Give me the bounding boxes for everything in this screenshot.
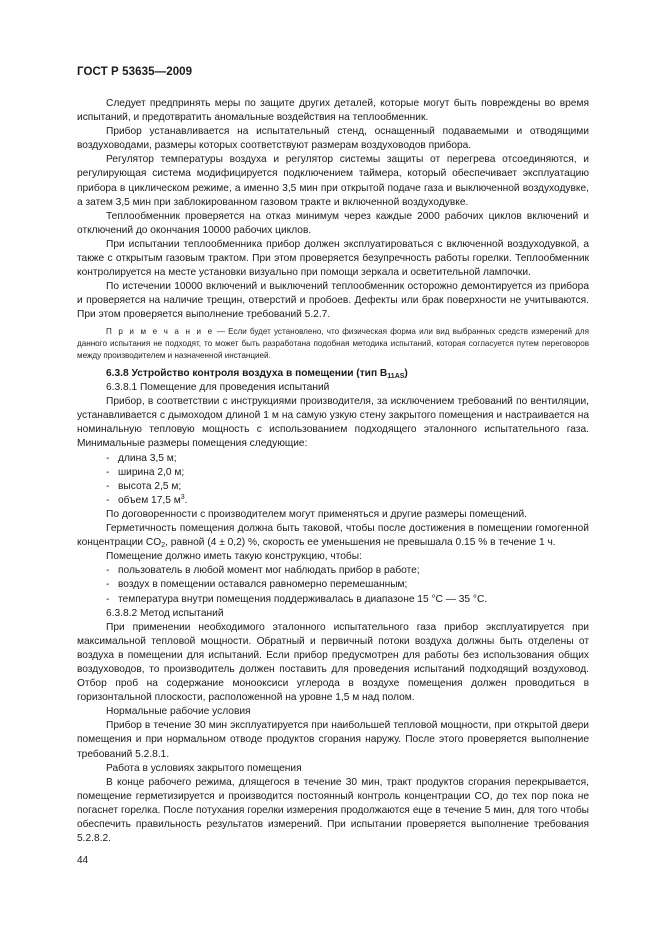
dash-marker: - [106, 466, 110, 478]
section-title: Устройство контроля воздуха в помещении (тип B [128, 368, 388, 380]
paragraph: Регулятор температуры воздуха и регулятор системы защиты от перегрева отсоединяются, и регулирующая система модифицируется подключением таймера, который обеспечивает эксплуатацию прибора в циклическом режиме, а именно 3,5 мин при открытой подаче газа и выключенной воздуходувке, а затем 3,5 мин при заблокированном газовом тракте и включенной воздуходувке. [77, 154, 589, 208]
page-header-standard-number: ГОСТ Р 53635—2009 [77, 66, 193, 78]
dash-marker: - [106, 480, 110, 492]
paragraph: Прибор, в соответствии с инструкциями производителя, за исключением требований по вентиляции, устанавливается с дымоходом длиной 1 м на самую узкую стену закрытого помещения и настраивается на номинальную тепловую мощность с использованием подходящего эталонного испытательного газа. Минимальные размеры помещения следующие: [77, 396, 589, 450]
paragraph: По договоренности с производителем могут применяться и другие размеры помещений. [106, 508, 527, 520]
section-title-close: ) [404, 368, 408, 380]
list-item: - пользователь в любой момент мог наблюдать прибор в работе; [77, 564, 589, 578]
run-in-heading: Нормальные рабочие условия [106, 706, 251, 718]
run-in-heading: Работа в условиях закрытого помещения [106, 762, 302, 774]
page-number: 44 [77, 855, 89, 866]
list-item: - объем 17,5 $м^3$. [77, 494, 589, 508]
note-text: — Если будет установлено, что физическая форма или вид выбранных средств измерений для данного испытания не подходят, то может быть разработана подобная методика испытаний, которая согласуется путем переговоров между производителем и назначенной инстанцией. [77, 326, 589, 360]
paragraph: Помещение должно иметь такую конструкцию, чтобы: [106, 551, 362, 563]
list-item: - высота 2,5 м; [77, 480, 589, 494]
section-heading [77, 366, 589, 381]
paragraph: Следует предпринять меры по защите других деталей, которые могут быть повреждены во время испытаний, и предотвратить аномальные воздействия на теплообменник. [77, 98, 589, 124]
page-content [77, 97, 589, 846]
list-item: - воздух в помещении оставался равномерно перемешанным; [77, 578, 589, 592]
paragraph: При применении необходимого эталонного испытательного газа прибор эксплуатируется при максимальной тепловой мощности. Обратный и первичный потоки воздуха должны быть отделены от воздуха в помещении для испытаний. Если прибор предусмотрен для работы без использования общих воздуховодов, то производитель должен поставить для проведения испытаний подходящий воздуховод. Отбор проб на содержание монооксиси углерода в воздухе помещения должен проводиться в горизонтальной плоскости, расположенной на уровне 1,5 м над полом. [77, 621, 589, 704]
paragraph: Прибор в течение 30 мин эксплуатируется при наибольшей тепловой мощности, при открытой двери помещения и при нормальном отводе продуктов сгорания наружу. После этого проверяется выполнение требований 5.2.8.1. [77, 720, 589, 760]
list-item: - ширина 2,0 м; [77, 466, 589, 480]
paragraph: Прибор устанавливается на испытательный стенд, оснащенный подаваемыми и отводящими воздуховодами, размеры которых соответствуют размерам воздуховодов прибора. [77, 126, 589, 152]
subsection-heading: 6.3.8.2 Метод испытаний [106, 607, 224, 619]
list-item: - температура внутри помещения поддерживалась в диапазоне 15 °C — 35 °C. [77, 593, 589, 607]
list-item: - длина 3,5 м; [77, 452, 589, 466]
subsection-heading: 6.3.8.1 Помещение для проведения испытаний [106, 382, 330, 394]
dash-marker: - [106, 565, 110, 577]
section-title-subscript: 11AS [387, 373, 405, 381]
paragraph: Герметичность помещения должна быть таковой, чтобы после достижения в помещении гомогенной концентрации $CO_2$, равной (4 ± 0,2) %, скорость ее уменьшения не превышала 0.15 % в течение 1 ч. [77, 523, 589, 550]
section-number: 6.3.8 [106, 368, 129, 380]
paragraph: Теплообменник проверяется на отказ минимум через каждые 2000 рабочих циклов включений и отключений до окончания 10000 рабочих циклов. [77, 210, 589, 236]
dash-marker: - [106, 593, 110, 605]
paragraph: При испытании теплообменника прибор должен эксплуатироваться с включенной воздуходувкой, а также с открытым газовым трактом. При этом проверяется безупречность работы горелки. Теплообменник контролируется на месте установки визуально при помощи зеркала и осветительной лампочки. [77, 238, 589, 279]
paragraph: В конце рабочего режима, длящегося в течение 30 мин, тракт продуктов сгорания перекрывается, помещение герметизируется и производится постоянный контроль концентрации CO, до тех пор пока не погаснет горелка. После потухания горелки измерения продолжаются еще в течение 5 мин, для того чтобы обеспечить правильность результатов измерений. При испытании проверяется выполнение требования 5.2.8.2. [77, 776, 589, 845]
dash-marker: - [106, 579, 110, 591]
note [77, 326, 589, 363]
paragraph: По истечении 10000 включений и выключений теплообменник осторожно демонтируется из прибора и проверяется на наличие трещин, отверстий и пробоев. Дефекты или брак поверхности не учитываются. При этом проверяется выполнение требований 5.2.7. [77, 281, 589, 321]
dash-marker: - [106, 494, 110, 506]
note-label: П р и м е ч а н и е [106, 326, 214, 336]
dash-marker: - [106, 452, 110, 464]
